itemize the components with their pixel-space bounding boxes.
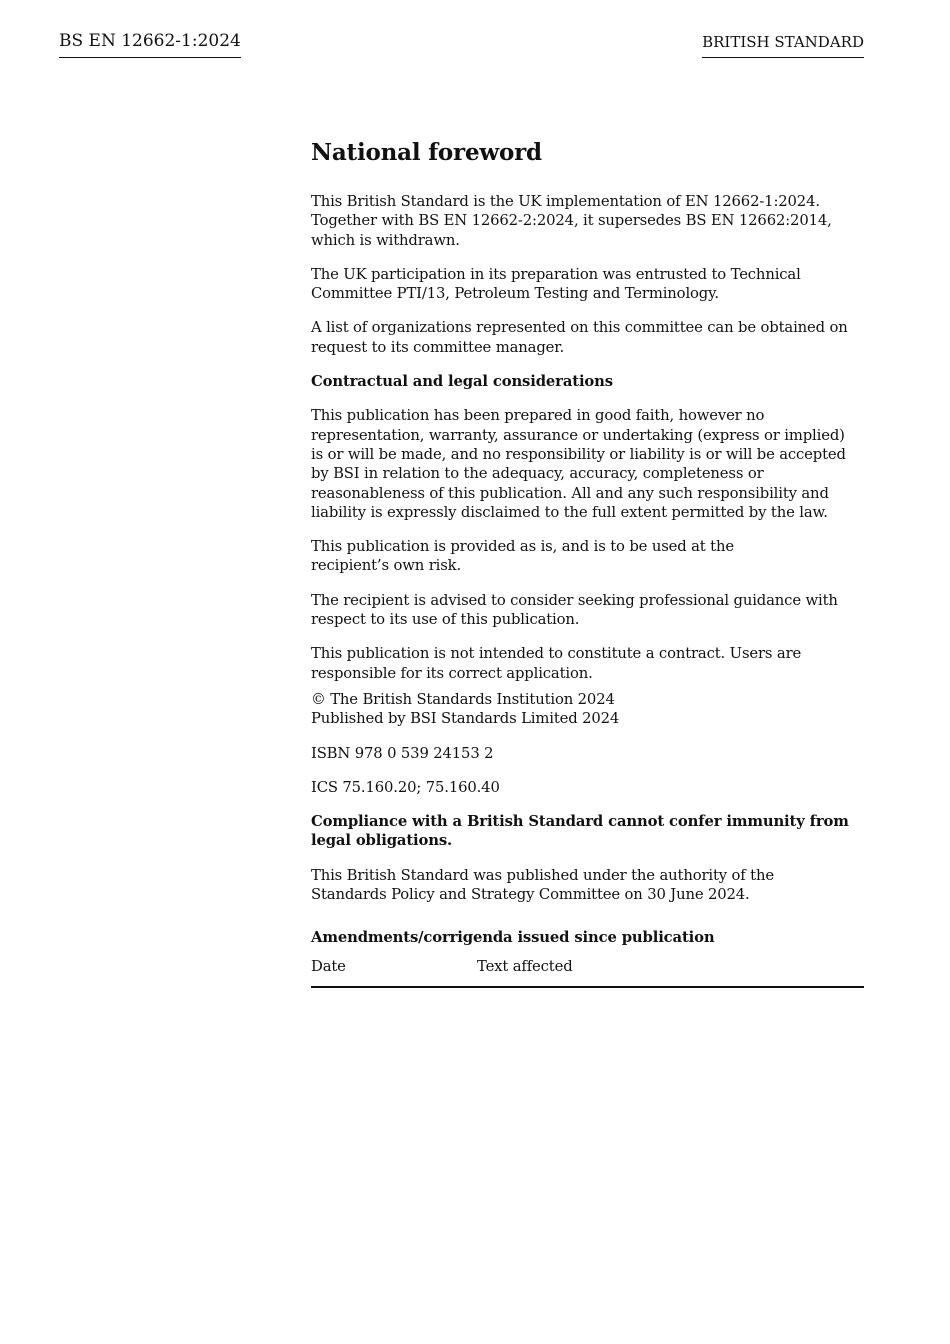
amendments-heading: Amendments/corrigenda issued since publication: [311, 929, 715, 947]
ics-codes: ICS 75.160.20; 75.160.40: [311, 778, 500, 796]
paragraph-own-risk: This publication is provided as is, and is to be used at the recipient’s own risk.: [311, 538, 734, 575]
paragraph-contract: This publication is not intended to constitute a contract. Users are responsible for its correct application.: [311, 645, 802, 682]
header-document-type: BRITISH STANDARD: [702, 32, 864, 58]
paragraph-authority: This British Standard was published under the authority of the Standards Policy and Strategy Committee on 30 June 2024.: [311, 866, 774, 904]
copyright-notice: © The British Standards Institution 2024 Published by BSI Standards Limited 2024: [311, 690, 620, 728]
amendments-col-date: Date: [311, 958, 346, 976]
paragraph-disclaimer: This publication has been prepared in good faith, however no representation, warranty, assurance or undertaking (express or implied) is or will be made, and no responsibility or liability is or will be accepted by BSI in relation to the adequacy, accuracy, completeness or reasonableness of this publication. All and any such responsibility and liability is expressly disclaimed to the full extent permitted by the law.: [311, 407, 846, 521]
paragraph-organizations: A list of organizations represented on this committee can be obtained on request to its committee manager.: [311, 319, 848, 356]
contractual-heading: Contractual and legal considerations: [311, 373, 613, 391]
amendments-col-text: Text affected: [477, 958, 573, 976]
foreword-content: [311, 138, 864, 988]
isbn: ISBN 978 0 539 24153 2: [311, 744, 494, 762]
paragraph-implementation: This British Standard is the UK implementation of EN 12662-1:2024. Together with BS EN 12662-2:2024, it supersedes BS EN 12662:2014, which is withdrawn.: [311, 193, 832, 249]
compliance-statement: Compliance with a British Standard cannot confer immunity from legal obligations.: [311, 813, 849, 850]
amendments-table: [311, 957, 864, 988]
paragraph-guidance: The recipient is advised to consider seeking professional guidance with respect to its use of this publication.: [311, 591, 838, 629]
paragraph-participation: The UK participation in its preparation was entrusted to Technical Committee PTI/13, Petroleum Testing and Terminology.: [311, 265, 801, 303]
page-title: National foreword: [311, 139, 542, 166]
header-document-id: BS EN 12662-1:2024: [59, 30, 241, 58]
